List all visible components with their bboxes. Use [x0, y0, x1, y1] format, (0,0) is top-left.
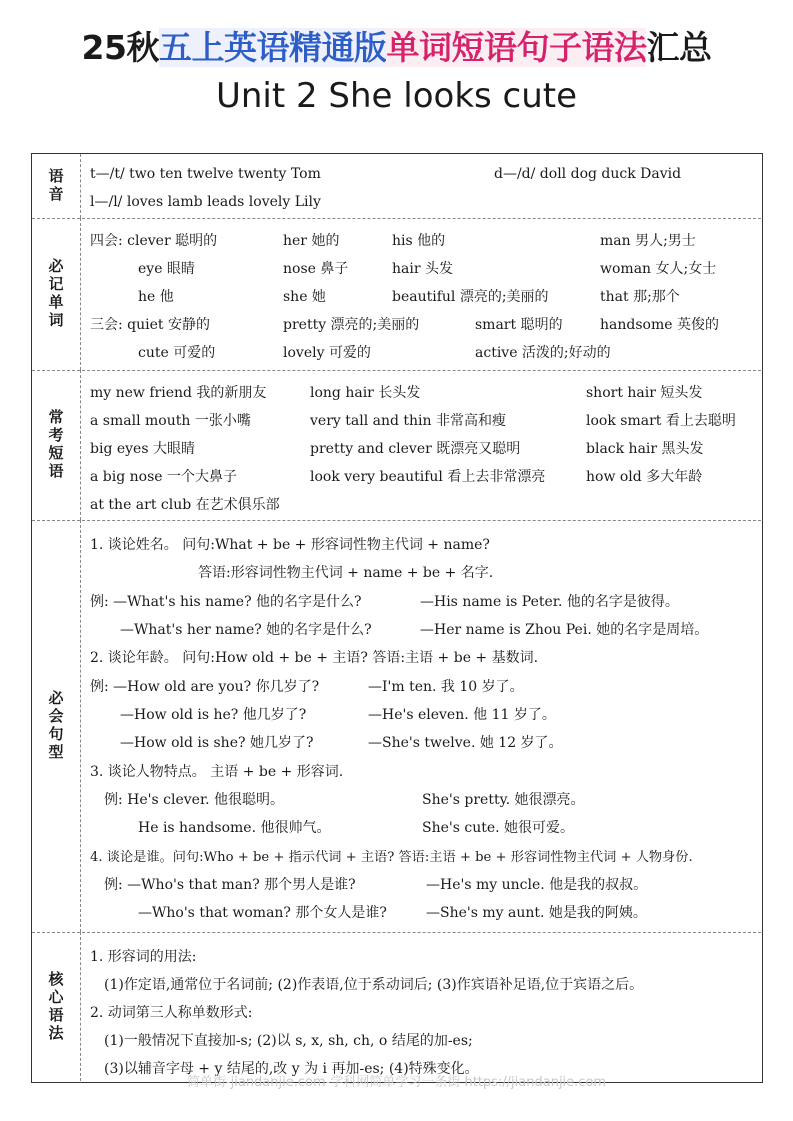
title-highlight-pink: 单词短语句子语法 [386, 28, 647, 67]
word-item: cute 可爱的 [138, 345, 216, 361]
word-item: beautiful 漂亮的;美丽的 [392, 289, 549, 305]
words-row [32, 218, 761, 371]
title-highlight-blue: 五上英语精通版 [158, 28, 387, 67]
phonics-line-1b: d—/d/ doll dog duck David [494, 166, 682, 182]
sentence-line: 1. 谈论姓名。 问句:What + be + 形容词性物主代词 + name? [90, 537, 490, 553]
word-item: man 男人;男士 [600, 233, 696, 249]
grammar-line: (3)以辅音字母 + y 结尾的,改 y 为 i 再加-es; (4)特殊变化。 [104, 1061, 479, 1077]
unit-title: Unit 2 She looks cute [215, 76, 578, 116]
phrase-item: look smart 看上去聪明 [586, 413, 736, 429]
words-label: 必记单词 [32, 218, 81, 370]
sentences-row [32, 520, 761, 933]
word-item: lovely 可爱的 [283, 345, 371, 361]
phrases-label: 常考短语 [32, 370, 81, 520]
word-item: his 他的 [392, 233, 446, 249]
sentence-line: He is handsome. 他很帅气。 [138, 820, 331, 836]
phrase-item: big eyes 大眼睛 [90, 441, 195, 457]
sentence-line: 例: He's clever. 他很聪明。 [104, 792, 284, 808]
word-item: her 她的 [283, 233, 340, 249]
title-suffix: 汇总 [646, 28, 712, 67]
phrase-item: very tall and thin 非常高和瘦 [310, 413, 506, 429]
phrases-row [32, 370, 761, 521]
phrase-item: how old 多大年龄 [586, 469, 703, 485]
phrase-item: my new friend 我的新朋友 [90, 385, 267, 401]
sentence-line: —Her name is Zhou Pei. 她的名字是周培。 [420, 622, 709, 638]
sentence-line: —She's twelve. 她 12 岁了。 [368, 735, 563, 751]
phonics-row [32, 154, 761, 219]
sentence-line: —Who's that woman? 那个女人是谁? [138, 905, 387, 921]
sentence-line: 例: —What's his name? 他的名字是什么? [90, 594, 362, 610]
word-item: pretty 漂亮的;美丽的 [283, 317, 420, 333]
word-item: hair 头发 [392, 261, 453, 277]
sentence-line: She's cute. 她很可爱。 [422, 820, 575, 836]
sentence-line: —What's her name? 她的名字是什么? [120, 622, 372, 638]
phrase-item: long hair 长头发 [310, 385, 421, 401]
sentence-line: —How old is he? 他几岁了? [120, 707, 307, 723]
word-item: nose 鼻子 [283, 261, 349, 277]
phrase-item: pretty and clever 既漂亮又聪明 [310, 441, 521, 457]
sentence-line: 例: —How old are you? 你几岁了? [90, 679, 320, 695]
phrase-item: look very beautiful 看上去非常漂亮 [310, 469, 546, 485]
word-item: 四会: clever 聪明的 [90, 233, 218, 249]
word-item: active 活泼的;好动的 [475, 345, 611, 361]
title-prefix: 25秋 [81, 28, 159, 67]
word-item: eye 眼睛 [138, 261, 195, 277]
phrase-item: short hair 短头发 [586, 385, 703, 401]
sentence-line: 例: —Who's that man? 那个男人是谁? [104, 877, 356, 893]
sentence-line: 3. 谈论人物特点。 主语 + be + 形容词. [90, 764, 344, 780]
grammar-line: (1)作定语,通常位于名词前; (2)作表语,位于系动词后; (3)作宾语补足语,位于宾语之后。 [104, 977, 644, 993]
word-item: that 那;那个 [600, 289, 680, 305]
watermark: 简单街-jiandanjie.com-学科网简单学习一条街 https://jiandanjie.com [186, 1075, 607, 1090]
phrase-item: at the art club 在艺术俱乐部 [90, 497, 280, 513]
sentence-line: 2. 谈论年龄。 问句:How old + be + 主语? 答语:主语 + be + 基数词. [90, 650, 539, 666]
grammar-line: 2. 动词第三人称单数形式: [90, 1005, 253, 1021]
sentence-line: —He's eleven. 他 11 岁了。 [368, 707, 556, 723]
sentence-line: 答语:形容词性物主代词 + name + be + 名字. [198, 565, 494, 581]
word-item: woman 女人;女士 [600, 261, 717, 277]
word-item: 三会: quiet 安静的 [90, 317, 210, 333]
phrase-item: black hair 黑头发 [586, 441, 704, 457]
sentence-line: —She's my aunt. 她是我的阿姨。 [426, 905, 647, 921]
phrase-item: a big nose 一个大鼻子 [90, 469, 238, 485]
phrase-item: a small mouth 一张小嘴 [90, 413, 251, 429]
grammar-line: 1. 形容词的用法: [90, 949, 197, 965]
phonics-line-2: l—/l/ loves lamb leads lovely Lily [90, 194, 321, 210]
word-item: handsome 英俊的 [600, 317, 719, 333]
grammar-label: 核心语法 [32, 932, 81, 1081]
phonics-line-1: t—/t/ two ten twelve twenty Tom [90, 166, 321, 182]
sentence-line: She's pretty. 她很漂亮。 [422, 792, 585, 808]
summary-table [31, 153, 763, 1083]
sentence-line: —I'm ten. 我 10 岁了。 [368, 679, 524, 695]
grammar-line: (1)一般情况下直接加-s; (2)以 s, x, sh, ch, o 结尾的加-es; [104, 1033, 473, 1049]
sentence-line: —How old is she? 她几岁了? [120, 735, 314, 751]
sentence-line: —He's my uncle. 他是我的叔叔。 [426, 877, 648, 893]
sentences-label: 必会句型 [32, 520, 81, 932]
word-item: smart 聪明的 [475, 317, 563, 333]
phonics-label: 语音 [32, 154, 81, 218]
main-title [0, 22, 793, 69]
word-item: she 她 [283, 289, 326, 305]
sentence-line: —His name is Peter. 他的名字是彼得。 [420, 594, 679, 610]
sentence-line: 4. 谈论是谁。问句:Who + be + 指示代词 + 主语? 答语:主语 + be + 形容词性物主代词 + 人物身份. [90, 850, 693, 865]
grammar-row [32, 932, 761, 1081]
word-item: he 他 [138, 289, 174, 305]
